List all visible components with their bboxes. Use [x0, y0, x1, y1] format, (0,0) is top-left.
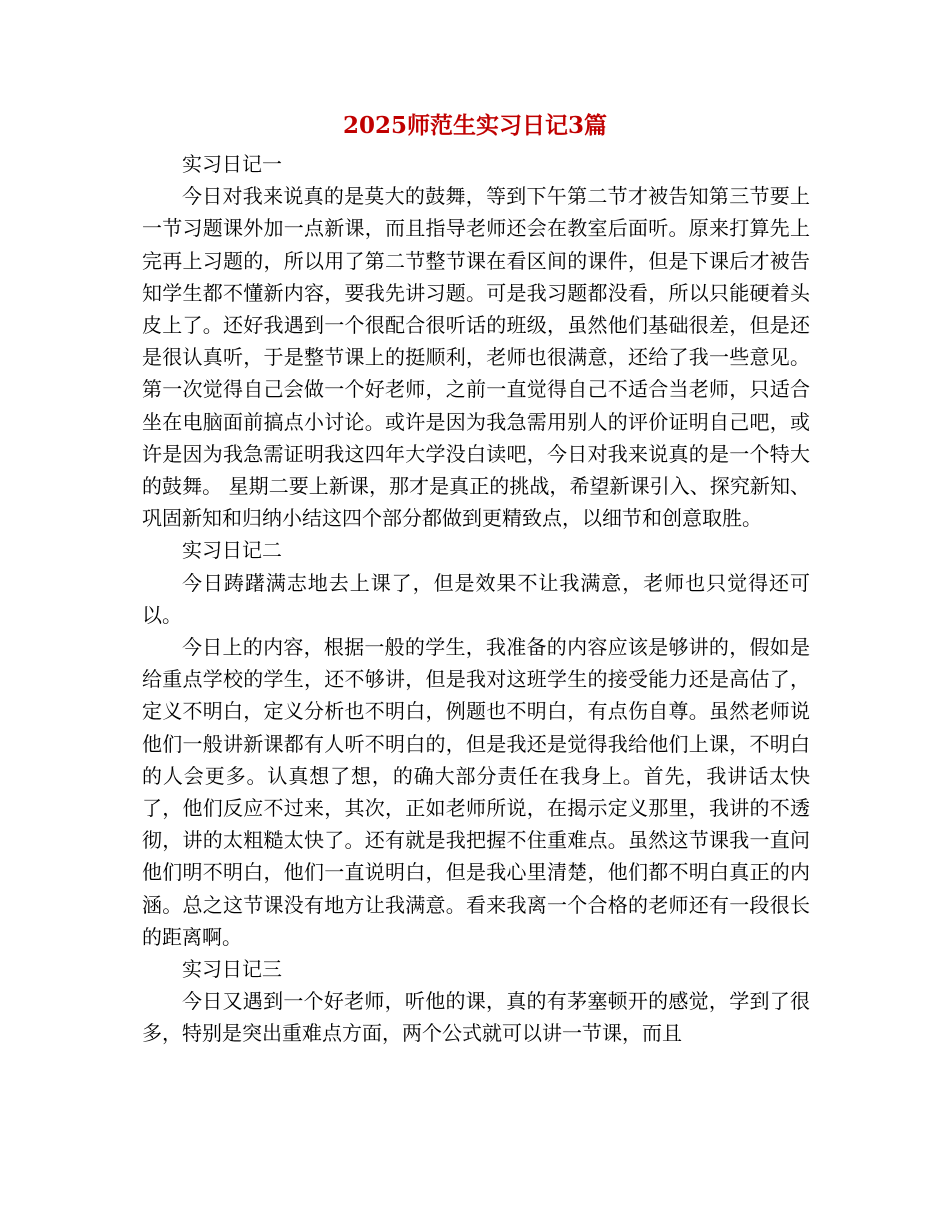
paragraph: 今日对我来说真的是莫大的鼓舞，等到下午第二节才被告知第三节要上一节习题课外加一点新课，而且指导老师还会在教室后面听。原来打算先上完再上习题的，所以用了第二节整节课在看区间的课件，但是下课后才被告知学生都不懂新内容，要我先讲习题。可是我习题都没看，所以只能硬着头皮上了。还好我遇到一个很配合很听话的班级，虽然他们基础很差，但是还是很认真听，于是整节课上的挺顺利，老师也很满意，还给了我一些意见。第一次觉得自己会做一个好老师，之前一直觉得自己不适合当老师，只适合坐在电脑面前搞点小讨论。或许是因为我急需用别人的评价证明自己吧，或许是因为我急需证明我这四年大学没白读吧，今日对我来说真的是一个特大的鼓舞。 星期二要上新课，那才是真正的挑战，希望新课引入、探究新知、巩固新知和归纳小结这四个部分都做到更精致点，以细节和创意取胜。	[142, 184, 810, 531]
paragraph: 今日又遇到一个好老师，听他的课，真的有茅塞顿开的感觉，学到了很多，特别是突出重难点方面，两个公式就可以讲一节课，而且	[142, 989, 810, 1046]
paragraph: 今日上的内容，根据一般的学生，我准备的内容应该是够讲的，假如是给重点学校的学生，还不够讲，但是我对这班学生的接受能力还是高估了，定义不明白，定义分析也不明白，例题也不明白，有点伤自尊。虽然老师说他们一般讲新课都有人听不明白的，但是我还是觉得我给他们上课，不明白的人会更多。认真想了想，的确大部分责任在我身上。首先，我讲话太快了，他们反应不过来，其次，正如老师所说，在揭示定义那里，我讲的不透彻，讲的太粗糙太快了。还有就是我把握不住重难点。虽然这节课我一直问他们明不明白，他们一直说明白，但是我心里清楚，他们都不明白真正的内涵。总之这节课没有地方让我满意。看来我离一个合格的老师还有一段很长的距离啊。	[142, 635, 810, 949]
document-title: 2025师范生实习日记3篇	[342, 112, 608, 139]
section-diary-3	[142, 953, 810, 1050]
section-heading: 实习日记三	[182, 957, 282, 982]
section-heading: 实习日记二	[182, 538, 282, 563]
document-body	[142, 148, 810, 1050]
section-diary-1	[142, 148, 810, 534]
paragraph: 今日踌躇满志地去上课了，但是效果不让我满意，老师也只觉得还可以。	[142, 570, 810, 627]
section-heading: 实习日记一	[182, 152, 282, 176]
section-diary-2	[142, 534, 810, 953]
